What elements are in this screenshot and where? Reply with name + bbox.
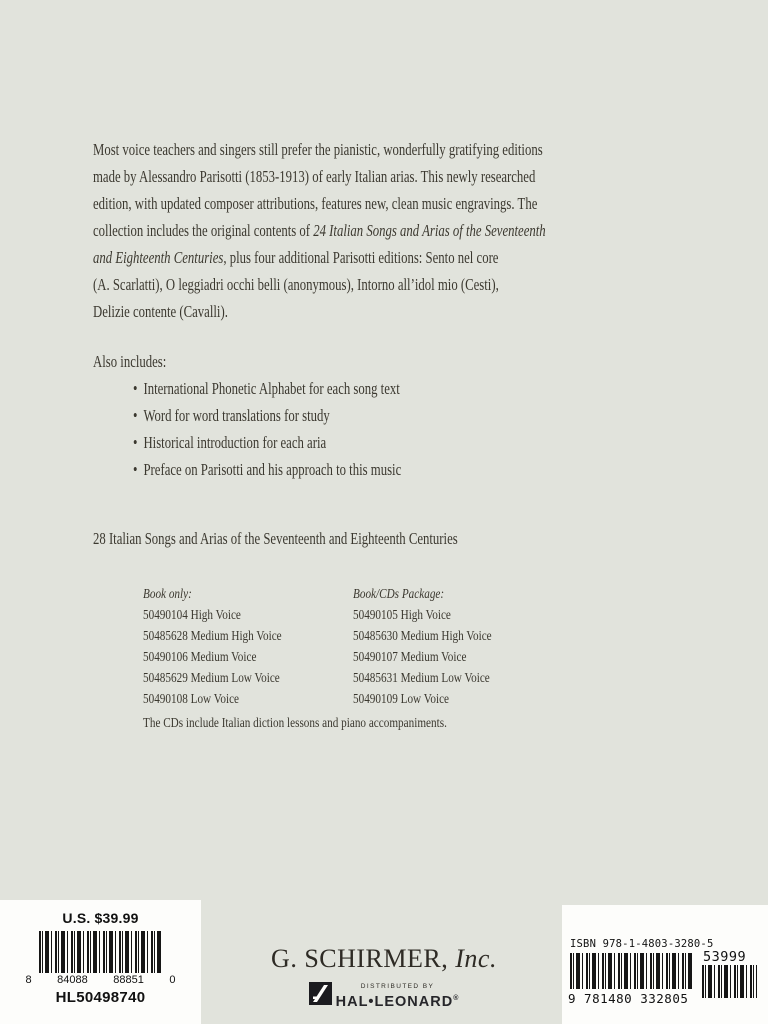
bullet-item: • Word for word translations for study: [133, 406, 330, 425]
catalog-item: 50485630 Medium High Voice: [353, 629, 492, 644]
description-paragraph: [93, 136, 546, 325]
paragraph-line: made by Alessandro Parisotti (1853-1913) of early Italian arias. This newly researched: [93, 167, 536, 186]
price-label: U.S. $39.99: [62, 910, 139, 926]
bullet-icon: •: [133, 379, 138, 398]
paragraph-line: collection includes the original contents of 24 Italian Songs and Arias of the Seventeenth: [93, 221, 546, 240]
bullet-item: • International Phonetic Alphabet for each song text: [133, 379, 400, 398]
bullet-icon: •: [133, 433, 138, 452]
catalog-item: 50490105 High Voice: [353, 608, 451, 623]
catalog-item: 50485629 Medium Low Voice: [143, 671, 280, 686]
bullet-item: • Historical introduction for each aria: [133, 433, 327, 452]
series-title: 28 Italian Songs and Arias of the Seventeenth and Eighteenth Centuries: [93, 529, 458, 548]
ean-addon-digits: 53999: [703, 949, 747, 965]
catalog-item: 50490109 Low Voice: [353, 692, 450, 707]
also-includes-label: Also includes:: [93, 352, 167, 371]
bullet-item: • Preface on Parisotti and his approach to this music: [133, 460, 402, 479]
paragraph-line: edition, with updated composer attributions, features new, clean music engravings. The: [93, 194, 538, 213]
catalog-item: 50485628 Medium High Voice: [143, 629, 282, 644]
upc-digits: 8 84088 88851 0: [25, 974, 176, 986]
paragraph-line: Most voice teachers and singers still prefer the pianistic, wonderfully gratifying editions: [93, 140, 543, 159]
publisher-name: G. SCHIRMER, Inc.: [271, 944, 497, 973]
distributed-by-label: DISTRIBUTED BY: [360, 983, 435, 991]
hal-leonard-logo-icon: [309, 982, 332, 1010]
isbn-label: ISBN 978-1-4803-3280-5: [570, 938, 714, 950]
ean-addon-bars-icon: [702, 965, 757, 998]
paragraph-line: (A. Scarlatti), O leggiadri occhi belli (anonymous), Intorno all’idol mio (Cesti),: [93, 275, 499, 294]
registered-mark: ®: [453, 995, 460, 1003]
hal-leonard-wordmark: HAL•LEONARD®: [335, 994, 460, 1010]
bullet-icon: •: [133, 406, 138, 425]
column-header: Book only:: [143, 587, 192, 602]
catalog-item: 50490104 High Voice: [143, 608, 241, 623]
book-only-column: [143, 584, 282, 710]
ean-digits: 9 781480 332805: [568, 991, 689, 1006]
catalog-item: 50490108 Low Voice: [143, 692, 240, 707]
catalog-item: 50490106 Medium Voice: [143, 650, 257, 665]
book-cds-column: [353, 584, 492, 710]
bullet-icon: •: [133, 460, 138, 479]
catalog-number: HL50498740: [55, 989, 146, 1006]
column-header: Book/CDs Package:: [353, 587, 445, 602]
catalog-item: 50490107 Medium Voice: [353, 650, 467, 665]
catalog-item: 50485631 Medium Low Voice: [353, 671, 490, 686]
paragraph-line: Delizie contente (Cavalli).: [93, 302, 228, 321]
ean-bars-icon: [570, 953, 694, 989]
cds-note: The CDs include Italian diction lessons and piano accompaniments.: [143, 716, 447, 731]
bullet-list: [133, 375, 401, 483]
paragraph-line: and Eighteenth Centuries, plus four additional Parisotti editions: Sento nel core: [93, 248, 499, 267]
isbn-barcode-panel: [562, 905, 768, 1024]
